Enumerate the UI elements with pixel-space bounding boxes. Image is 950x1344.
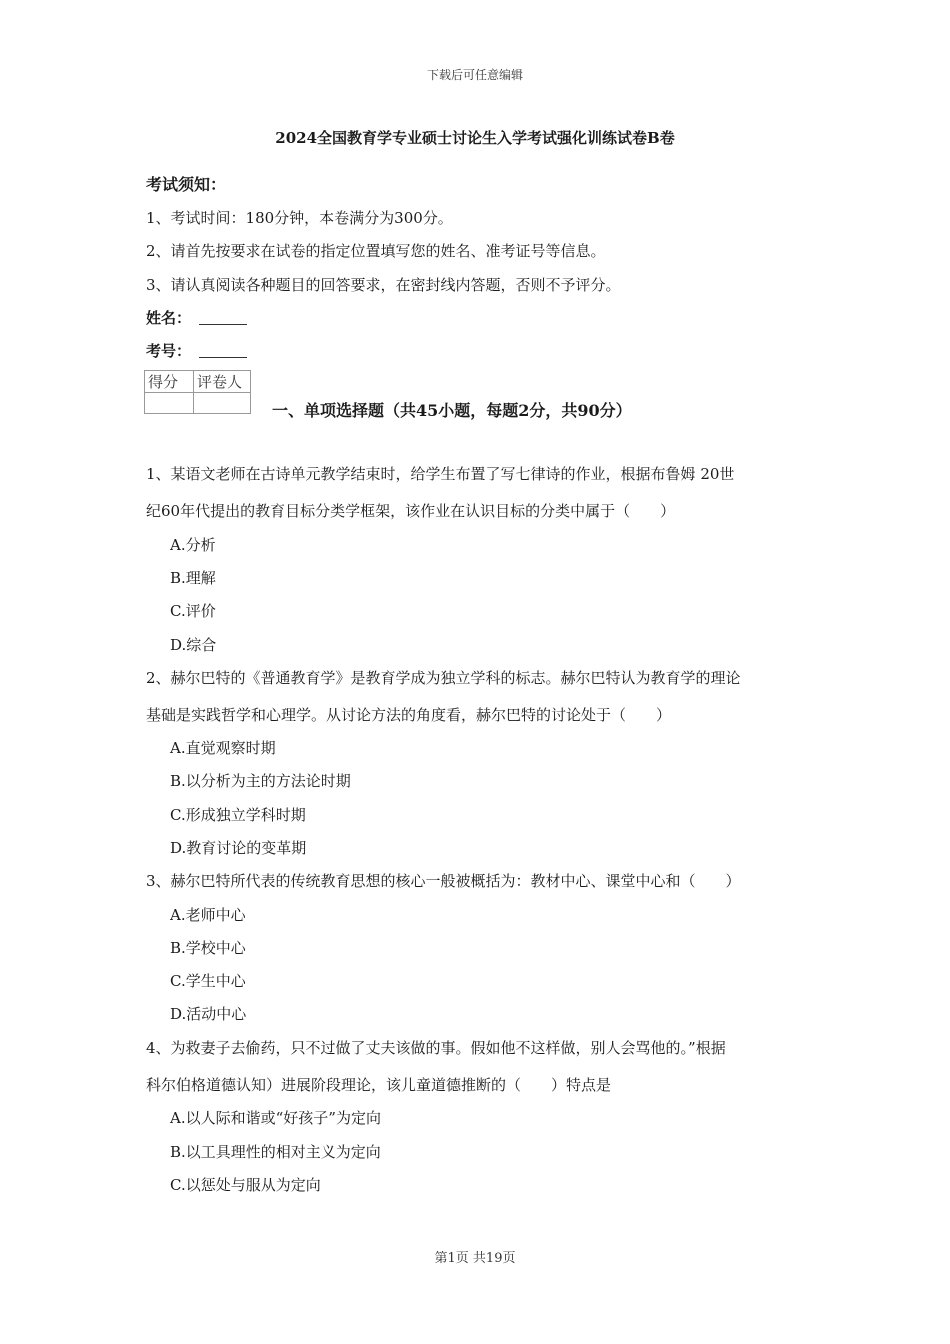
question-1-text: 纪60年代提出的教育目标分类学框架，该作业在认识目标的分类中属于（ ） (146, 502, 676, 520)
grader-header: 评卷人 (194, 371, 251, 393)
grader-cell[interactable] (194, 393, 251, 414)
option: A.直觉观察时期 (170, 739, 276, 757)
option: A.老师中心 (170, 906, 246, 924)
notice-item: 2、请首先按要求在试卷的指定位置填写您的姓名、准考证号等信息。 (146, 242, 606, 260)
score-header: 得分 (145, 371, 194, 393)
exam-title: 2024全国教育学专业硕士讨论生入学考试强化训练试卷B卷 (275, 129, 675, 147)
option: C.形成独立学科时期 (170, 806, 306, 824)
name-blank[interactable] (199, 310, 247, 325)
score-table (144, 370, 251, 414)
option: D.综合 (170, 636, 217, 654)
name-field (146, 307, 247, 328)
option: D.教育讨论的变革期 (170, 839, 307, 857)
header-note: 下载后可任意编辑 (426, 68, 523, 82)
exam-number-label: 考号： (146, 342, 192, 360)
question-3-text: 3、赫尔巴特所代表的传统教育思想的核心一般被概括为：教材中心、课堂中心和（ ） (146, 872, 741, 890)
option: D.活动中心 (170, 1005, 247, 1023)
option: A.以人际和谐或“好孩子”为定向 (170, 1109, 381, 1127)
exam-number-blank[interactable] (199, 343, 247, 358)
option: B.学校中心 (170, 939, 246, 957)
section-heading: 一、单项选择题（共45小题，每题2分，共90分） (272, 401, 632, 420)
option: C.以惩处与服从为定向 (170, 1176, 321, 1194)
question-2-text: 2、赫尔巴特的《普通教育学》是教育学成为独立学科的标志。赫尔巴特认为教育学的理论 (146, 669, 741, 687)
option: B.以工具理性的相对主义为定向 (170, 1143, 381, 1161)
notice-item: 3、请认真阅读各种题目的回答要求，在密封线内答题，否则不予评分。 (146, 276, 621, 294)
question-4-text: 科尔伯格道德认知）进展阶段理论，该儿童道德推断的（ ）特点是 (146, 1076, 612, 1094)
name-label: 姓名： (146, 309, 192, 327)
option: B.以分析为主的方法论时期 (170, 772, 351, 790)
notice-item: 1、考试时间：180分钟，本卷满分为300分。 (146, 209, 453, 227)
question-2-text: 基础是实践哲学和心理学。从讨论方法的角度看，赫尔巴特的讨论处于（ ） (146, 706, 672, 724)
option: C.评价 (170, 602, 216, 620)
score-cell[interactable] (145, 393, 194, 414)
notice-heading: 考试须知： (146, 175, 227, 194)
exam-number-field (146, 340, 247, 361)
page-footer: 第1页 共19页 (434, 1251, 516, 1266)
option: A.分析 (170, 536, 216, 554)
question-1-text: 1、某语文老师在古诗单元教学结束时，给学生布置了写七律诗的作业，根据布鲁姆 20世 (146, 465, 735, 483)
option: C.学生中心 (170, 972, 246, 990)
option: B.理解 (170, 569, 216, 587)
question-4-text: 4、为救妻子去偷药，只不过做了丈夫该做的事。假如他不这样做，别人会骂他的。”根据 (146, 1039, 726, 1057)
